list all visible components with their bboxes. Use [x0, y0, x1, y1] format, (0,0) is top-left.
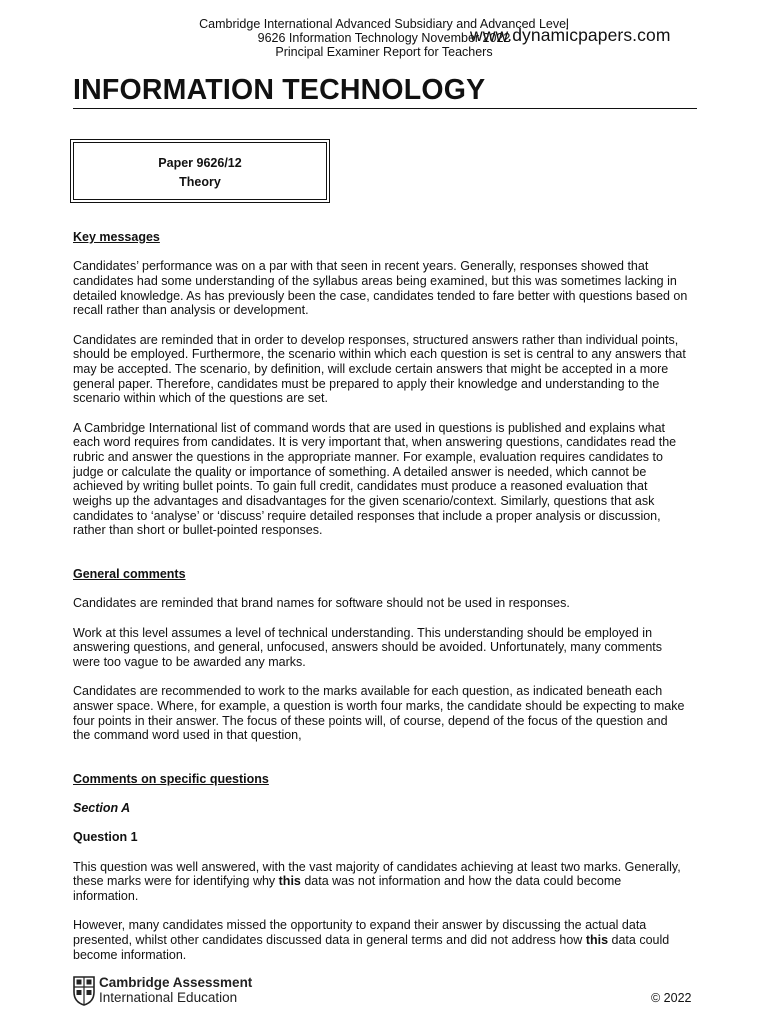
paper-box — [70, 139, 330, 203]
general-comments-paragraph-3: Candidates are recommended to work to the marks available for each question, as indicated beneath each answer space. Where, for example, a question is worth four marks, the candidate should be expecting to make four points in their answer. The focus of these points will, of course, depend of the focus of the question and the command word used in that question, — [73, 684, 685, 743]
logo-text-line-1: Cambridge Assessment — [99, 975, 253, 990]
question-1-paragraph-1: This question was well answered, with the vast majority of candidates achieving at least two marks. Generally, these marks were for identifying why this data was not information and how the data could become information. — [73, 859, 681, 903]
cambridge-logo — [73, 975, 273, 1009]
general-comments-paragraph-1: Candidates are reminded that brand names for software should not be used in responses. — [73, 596, 570, 611]
header-line-3: Principal Examiner Report for Teachers — [275, 45, 493, 59]
shield-crest-icon — [73, 976, 95, 1006]
watermark-url: www.dynamicpapers.com — [470, 25, 671, 45]
key-messages-paragraph-2: Candidates are reminded that in order to develop responses, structured answers rather than individual points, should be employed. Furthermore, the scenario within which each question is set is central to any answers that may be accepted. The scenario, by definition, will exclude certain answers that might be accepted in a more general paper. Therefore, candidates must be prepared to apply their knowledge and understanding to the scenario within which of the questions are set. — [73, 332, 686, 406]
key-messages-paragraph-1: Candidates’ performance was on a par with that seen in recent years. Generally, responses showed that candidates had some understanding of the syllabus areas being examined, but this was sometimes lacking in detailed knowledge. As has previously been the case, candidates tended to fare better with questions based on recall rather than analysis or development. — [73, 259, 688, 318]
paper-code: Paper 9626/12 — [158, 156, 242, 170]
question-1-paragraph-2: However, many candidates missed the opportunity to expand their answer by discussing the actual data presented, whilst other candidates discussed data in general terms and did not address how this data could become information. — [73, 918, 670, 962]
heading-general-comments: General comments — [73, 567, 186, 582]
page-title: INFORMATION TECHNOLOGY — [73, 74, 486, 106]
heading-key-messages: Key messages — [73, 230, 160, 244]
copyright: © 2022 — [651, 991, 692, 1005]
logo-text-line-2: International Education — [99, 990, 238, 1005]
report-body — [73, 230, 688, 977]
heading-specific-questions: Comments on specific questions — [73, 771, 269, 786]
general-comments-paragraph-2: Work at this level assumes a level of technical understanding. This understanding should be employed in answering questions, and general, unfocused, answers should be avoided. Unfortunately, many comments were too vague to be awarded any marks. — [73, 625, 663, 669]
paper-type: Theory — [179, 175, 221, 189]
key-messages-paragraph-3: A Cambridge International list of command words that are used in questions is published and explains what each word requires from candidates. It is very important that, when answering questions, candidates read the rubric and answer the questions in the appropriate manner. For example, evaluation requires candidates to judge or calculate the quality or importance of something. A detailed answer is needed, which cannot be achieved by writing bullet points. To gain full credit, candidates must produce a reasoned evaluation that weighs up the advantages and disadvantages for the given scenario/context. Similarly, questions that ask candidates to ‘analyse’ or ‘discuss’ require detailed responses that include a proper analysis or discussion, rather than short or bullet-pointed responses. — [73, 420, 677, 538]
title-rule — [73, 108, 697, 109]
section-a-label: Section A — [73, 801, 131, 816]
question-1-label: Question 1 — [73, 830, 138, 845]
header-line-2: 9626 Information Technology November 2022 — [257, 31, 511, 45]
header-line-1: Cambridge International Advanced Subsidiary and Advanced Level — [199, 17, 569, 31]
